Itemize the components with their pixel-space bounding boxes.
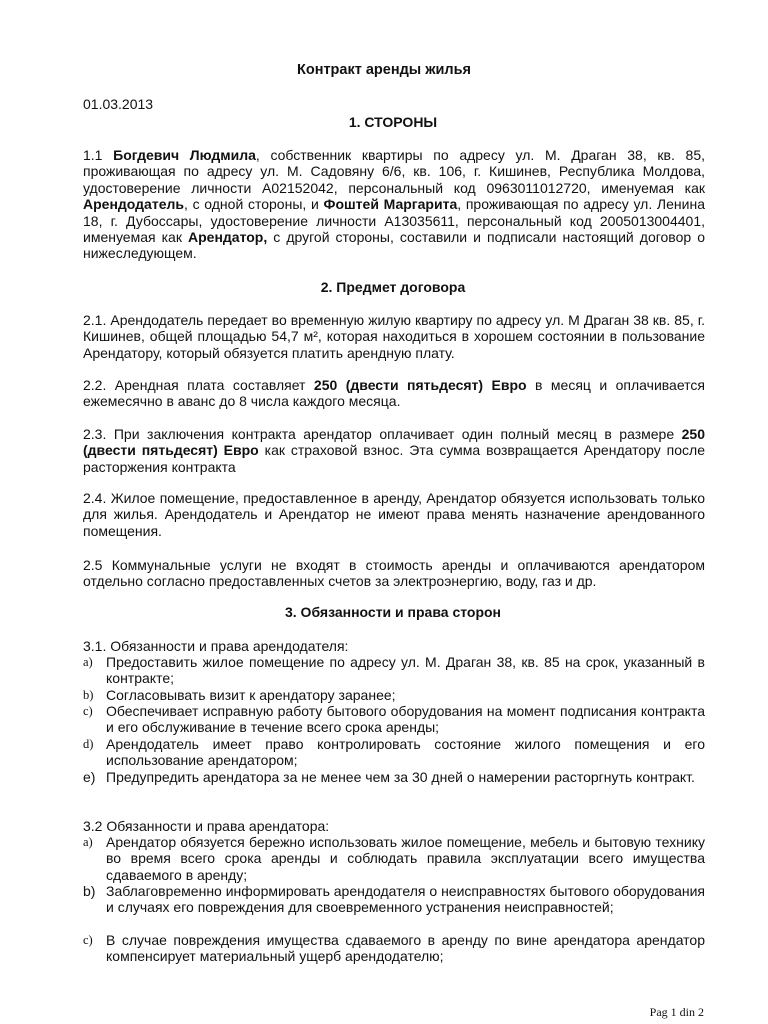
list-marker: d) [83, 737, 94, 751]
paragraph-2-4: 2.4. Жилое помещение, предоставленное в аренду, Арендатор обязуется использовать только для жилья. Арендодатель и Арендатор не имеют права менять назначение арендованного помещения. [83, 490, 705, 539]
deposit-amount: 250 (двести пятьдесят) Евро [83, 426, 705, 459]
list-marker: e) [83, 769, 96, 785]
tenant-role: Арендатор, [188, 229, 268, 246]
paragraph-2-2: 2.2. Арендная плата составляет 250 (двести пятьдесят) Евро в месяц и оплачивается ежемесячно в аванс до 8 числа каждого месяца. [83, 377, 705, 410]
document-title: Контракт аренды жилья [296, 62, 471, 78]
list-item-text: Заблаговременно информировать арендодателя о неисправностях бытового оборудования и случаях его повреждения для своевременного устранения неисправностей; [106, 883, 705, 916]
contract-date: 01.03.2013 [83, 96, 154, 112]
list-marker: a) [83, 655, 93, 669]
section-1-heading: 1. СТОРОНЫ [348, 114, 438, 130]
list-item-text: В случае повреждения имущества сдаваемого в аренду по вине арендатора арендатор компенсирует материальный ущерб арендодателю; [106, 932, 705, 965]
paragraph-2-5: 2.5 Коммунальные услуги не входят в стоимость аренды и оплачиваются арендатором отдельно согласно предоставленных счетов за электроэнергию, воду, газ и др. [83, 557, 705, 590]
paragraph-2-3: 2.3. При заключения контракта арендатор оплачивает один полный месяц в размере 250 (двести пятьдесят) Евро как страховой взнос. Эта сумма возвращается Арендатору после расторжения контракта [83, 426, 705, 475]
list-item-text: Предупредить арендатора за не менее чем за 30 дней о намерении расторгнуть контракт. [106, 769, 695, 785]
list-item-text: Предоставить жилое помещение по адресу ул. М. Драган 38, кв. 85 на срок, указанный в контракте; [106, 654, 705, 687]
page-number: Pag 1 din 2 [649, 1005, 704, 1019]
list-marker: b) [83, 688, 94, 702]
list-item-text: Обеспечивает исправную работу бытового оборудования на момент подписания контракта и его обслуживание в течение всего срока аренды; [106, 703, 705, 736]
paragraph-2-1: 2.1. Арендодатель передает во временную жилую квартиру по адресу ул. М Драган 38 кв. 85, г. Кишинев, общей площадью 54,7 м², которая находиться в хорошем состоянии в пользование Арендатору, который обязуется платить арендную плату. [83, 312, 705, 361]
list-item-text: Арендодатель имеет право контролировать состояние жилого помещения и его использование арендатором; [106, 736, 705, 769]
subsection-3-1-title: 3.1. Обязанности и права арендодателя: [83, 638, 349, 654]
subsection-3-2-title: 3.2 Обязанности и права арендатора: [83, 818, 330, 834]
landlord-name: Богдевич Людмила [113, 147, 256, 163]
rent-amount: 250 (двести пятьдесят) Евро [313, 377, 527, 393]
list-marker: a) [83, 835, 93, 849]
paragraph-1-1: 1.1 Богдевич Людмила, собственник квартиры по адресу ул. М. Драган 38, кв. 85, проживающая по адресу ул. М. Садовяну 6/6, кв. 106, г. Кишинев, Республика Молдова, удостоверение личности А02152042, персональный код 0963011012720, именуемая как Арендодатель, с одной стороны, и Фоштей Маргарита, проживающая по адресу ул. Ленина 18, г. Дубоссары, удостоверение личности А13035611, персональный код 2005013004401, именуемая как Арендатор, с другой стороны, составили и подписали настоящий договор о нижеследующем. [83, 147, 705, 262]
section-2-heading: 2. Предмет договора [320, 279, 466, 295]
list-item-text: Согласовывать визит к арендатору заранее; [106, 687, 396, 703]
list-marker: c) [83, 704, 93, 718]
list-marker: b) [83, 883, 96, 899]
list-marker: c) [83, 933, 93, 947]
list-item-text: Арендатор обязуется бережно использовать жилое помещение, мебель и бытовую технику во время всего срока аренды и соблюдать правила эксплуатации всего имущества сдаваемого в аренду; [106, 834, 705, 883]
landlord-role: Арендодатель [83, 196, 184, 213]
tenant-name: Фоштей Маргарита [323, 196, 458, 213]
section-3-heading: 3. Обязанности и права сторон [284, 604, 502, 620]
